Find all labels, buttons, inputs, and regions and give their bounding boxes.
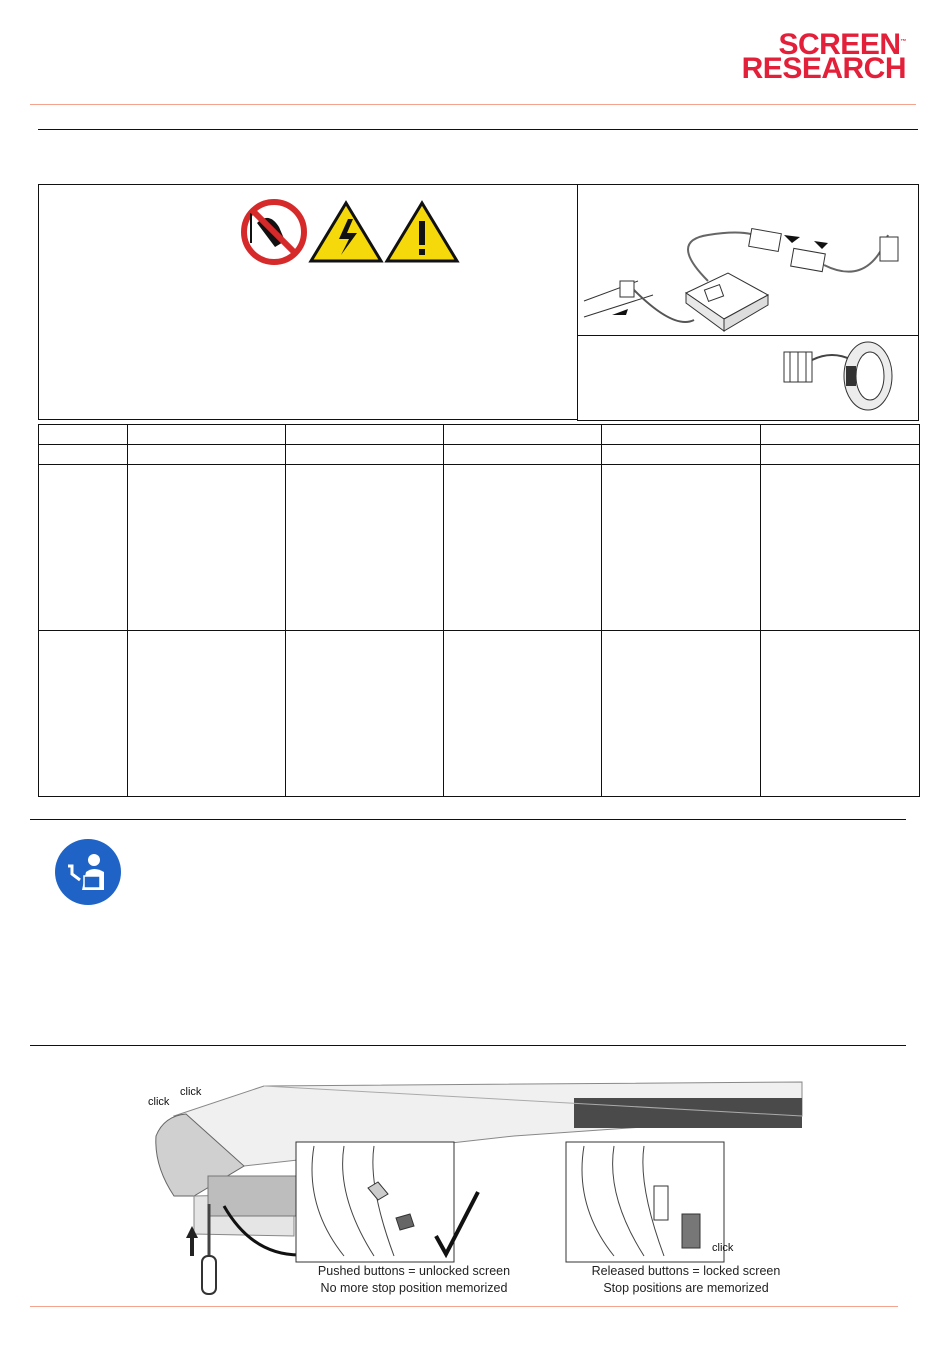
footer-rule — [30, 1306, 898, 1307]
safety-warning-box — [38, 184, 578, 420]
caption-line: Pushed buttons = unlocked screen — [317, 1264, 511, 1278]
brand-logo — [741, 28, 906, 85]
header-rule — [30, 104, 916, 105]
table-cell — [602, 425, 761, 445]
table-cell — [602, 465, 761, 631]
table-cell — [286, 465, 444, 631]
table-row — [39, 465, 920, 631]
table-cell — [39, 631, 128, 797]
table-cell — [286, 445, 444, 465]
table-cell — [761, 445, 920, 465]
table-cell — [286, 631, 444, 797]
locked-caption — [566, 1263, 806, 1297]
click-label: click — [180, 1086, 202, 1098]
table-cell — [444, 425, 602, 445]
table-cell — [761, 631, 920, 797]
general-warning-icon — [387, 203, 457, 261]
click-label: click — [712, 1242, 734, 1254]
table-cell — [128, 425, 286, 445]
caption-line: Released buttons = locked screen — [591, 1264, 781, 1278]
brand-line-2: RESEARCH — [741, 52, 906, 85]
table-cell — [128, 465, 286, 631]
motor-connector-figure — [577, 335, 919, 421]
no-touch-icon — [244, 202, 304, 262]
table-cell — [444, 465, 602, 631]
technician-manual-icon — [54, 838, 122, 906]
table-cell — [128, 445, 286, 465]
caption-line: Stop positions are memorized — [603, 1281, 769, 1295]
table-cell — [286, 425, 444, 445]
section-rule-3 — [30, 1045, 906, 1046]
table-cell — [602, 445, 761, 465]
table-cell — [39, 425, 128, 445]
table-cell — [444, 631, 602, 797]
table-cell — [761, 465, 920, 631]
electric-hazard-icon — [311, 203, 381, 261]
section-rule-2 — [30, 819, 906, 820]
unlocked-caption — [294, 1263, 534, 1297]
parameter-table — [38, 424, 920, 797]
table-cell — [444, 445, 602, 465]
section-rule-1 — [38, 129, 918, 130]
click-label: click — [148, 1096, 170, 1108]
table-header-row — [39, 425, 920, 445]
table-cell — [761, 425, 920, 445]
brand-line-1: SCREEN™ — [778, 28, 906, 61]
table-row — [39, 445, 920, 465]
table-cell — [128, 631, 286, 797]
table-cell — [39, 445, 128, 465]
warning-icons — [39, 185, 579, 421]
table-row — [39, 631, 920, 797]
power-connection-figure — [577, 184, 919, 336]
table-cell — [602, 631, 761, 797]
caption-line: No more stop position memorized — [320, 1281, 508, 1295]
table-cell — [39, 465, 128, 631]
